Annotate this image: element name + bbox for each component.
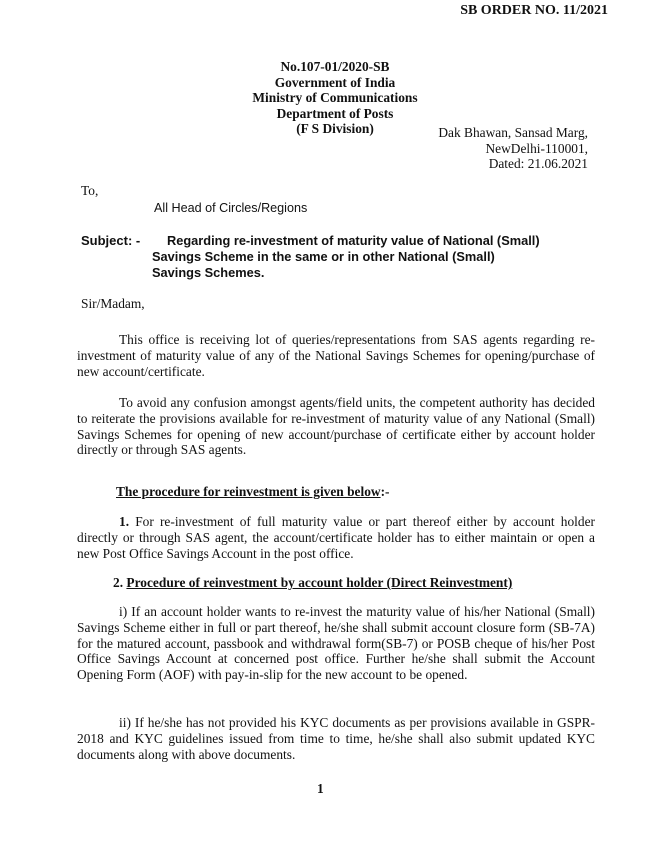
letterhead (246, 59, 424, 137)
subject-text (152, 233, 582, 281)
subject-line-1: Regarding re-investment of maturity value of National (Small) (167, 233, 540, 248)
point-1-number: 1. (119, 514, 130, 529)
paragraph-reiterate (77, 395, 595, 458)
sender-address (412, 125, 588, 172)
address-line-2: NewDelhi-110001, (485, 140, 588, 156)
paragraph-reiterate-text: To avoid any confusion amongst agents/field units, the competent authority has decided to reiterate the provisions available for re-investment of maturity value of any National (Small) Savings Schemes for opening of new account/purchase of certificate either by account holder directly or through SAS agents. (77, 395, 595, 458)
subject-line-3: Savings Schemes. (152, 265, 265, 280)
salutation: Sir/Madam, (81, 296, 145, 311)
section-2-title: Procedure of reinvestment by account holder (Direct Reinvestment) (126, 575, 513, 590)
division-name: (F S Division) (296, 121, 374, 136)
procedure-heading-suffix: :- (380, 484, 390, 499)
subject-line-2: Savings Scheme in the same or in other National (Small) (152, 249, 495, 264)
government-name: Government of India (274, 74, 396, 90)
letter-date: Dated: 21.06.2021 (488, 156, 588, 171)
section-2-number: 2. (113, 575, 124, 590)
subject-label: Subject: - (81, 233, 141, 248)
paragraph-intro-text: This office is receiving lot of queries/representations from SAS agents regarding re-investment of maturity value of any of the National Savings Schemes for opening/purchase of new account/certificate. (77, 332, 595, 379)
paragraph-point-2-i (77, 604, 595, 683)
file-number: No.107-01/2020-SB (280, 59, 390, 74)
ministry-name: Ministry of Communications (252, 90, 418, 105)
address-line-1: Dak Bhawan, Sansad Marg, (438, 125, 588, 140)
department-name: Department of Posts (276, 105, 394, 121)
page-number: 1 (317, 781, 324, 796)
order-number: SB ORDER NO. 11/2021 (460, 3, 608, 18)
to-label: To, (81, 183, 99, 198)
point-1-text: For re-investment of full maturity value or part thereof either by account holder directly or through SAS agent, the account/certificate holder has to either maintain or open a new Post Office Savings Account in the post office. (77, 514, 595, 561)
procedure-heading-text: The procedure for reinvestment is given below (116, 484, 381, 499)
paragraph-point-2-ii (77, 715, 595, 762)
section-2-heading (113, 575, 512, 591)
recipient: All Head of Circles/Regions (154, 201, 308, 215)
point-2-i-text: i) If an account holder wants to re-invest the maturity value of his/her National (Small) Savings Scheme either in full or part thereof, he/she shall submit account closure form (SB-7A) for the matured account, passbook and withdrawal form(SB-7) or POSB cheque of his/her Post Office Savings Account at concerned post office. Further he/she shall submit the Account Opening Form (AOF) with pay-in-slip for the new account to be opened. (77, 604, 595, 683)
point-2-ii-text: ii) If he/she has not provided his KYC documents as per provisions available in GSPR-2018 and KYC guidelines issued from time to time, he/she shall also submit updated KYC documents along with above documents. (77, 715, 595, 762)
paragraph-intro (77, 332, 595, 379)
procedure-heading (116, 484, 390, 500)
paragraph-point-1 (77, 514, 595, 561)
